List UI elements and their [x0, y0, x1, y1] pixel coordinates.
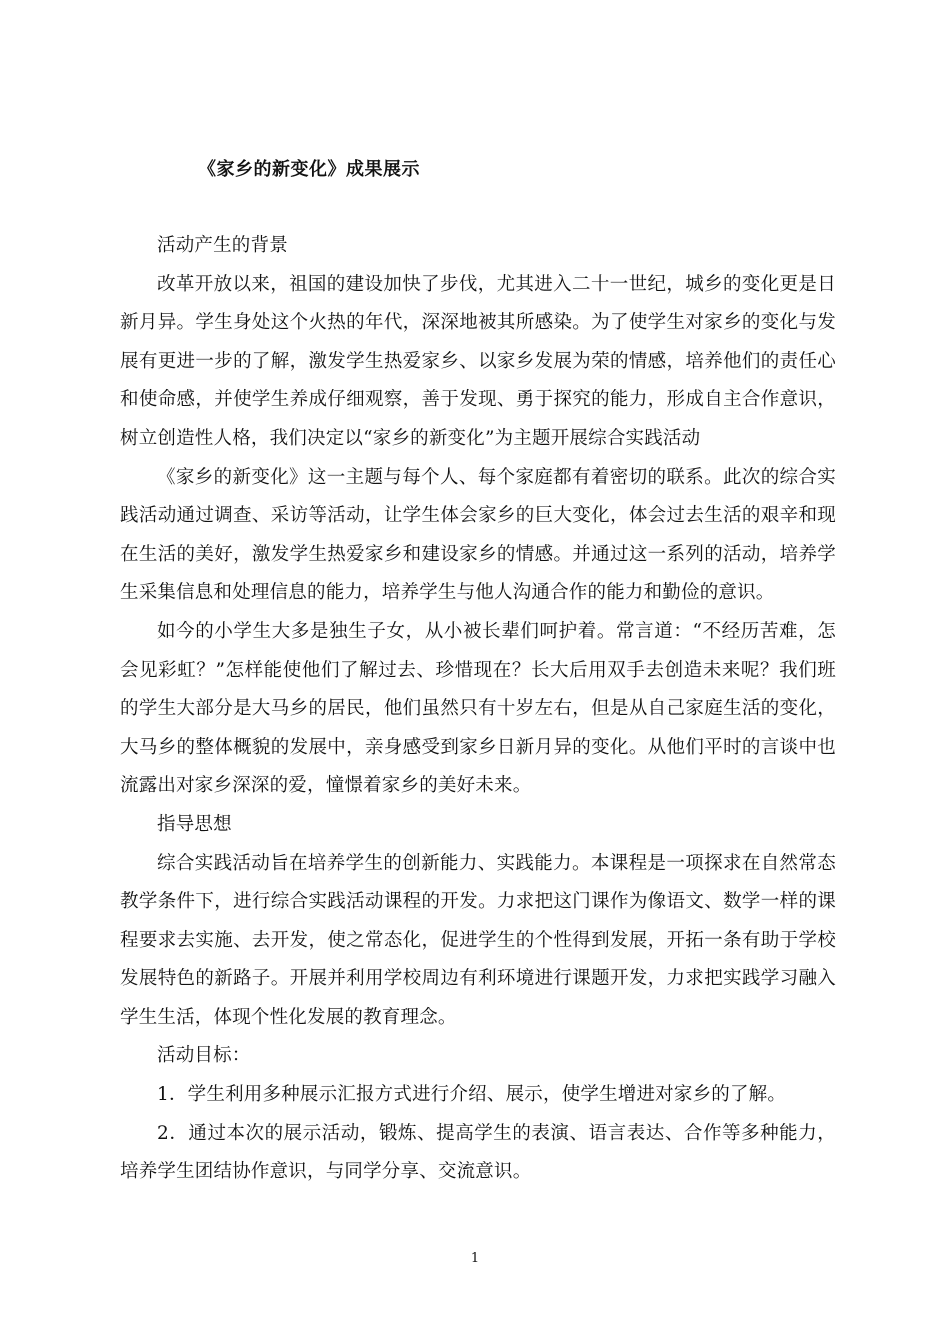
- paragraph-guiding-ideas: 综合实践活动旨在培养学生的创新能力、实践能力。本课程是一项探求在自然常态教学条件下，进行综合实践活动课程的开发。力求把这门课作为像语文、数学一样的课程要求去实施、去开发，使之常态化，促进学生的个性得到发展，开拓一条有助于学校发展特色的新路子。开展并利用学校周边有利环境进行课题开发，力求把实践学习融入学生生活，体现个性化发展的教育理念。: [120, 852, 836, 1028]
- document-title: 《家乡的新变化》成果展示: [198, 159, 420, 180]
- paragraph-theme-description: 《家乡的新变化》这一主题与每个人、每个家庭都有着密切的联系。此次的综合实践活动通过调查、采访等活动，让学生体会家乡的巨大变化，体会过去生活的艰辛和现在生活的美好，激发学生热爱家乡和建设家乡的情感。并通过这一系列的活动，培养学生采集信息和处理信息的能力，培养学生与他人沟通合作的能力和勤俭的意识。: [120, 466, 836, 604]
- section-heading-background: 活动产生的背景: [157, 235, 288, 256]
- goal-item-2: 2．通过本次的展示活动，锻炼、提高学生的表演、语言表达、合作等多种能力，培养学生团结协作意识，与同学分享、交流意识。: [120, 1122, 836, 1183]
- page-number: 1: [470, 1251, 480, 1266]
- section-heading-activity-goals: 活动目标：: [157, 1045, 251, 1067]
- paragraph-background-intro: 改革开放以来，祖国的建设加快了步伐，尤其进入二十一世纪，城乡的变化更是日新月异。学生身处这个火热的年代，深深地被其所感染。为了使学生对家乡的变化与发展有更进一步的了解，激发学生热爱家乡、以家乡发展为荣的情感，培养他们的责任心和使命感，并使学生养成仔细观察，善于发现、勇于探究的能力，形成自主合作意识，树立创造性人格，我们决定以“家乡的新变化”为主题开展综合实践活动: [120, 273, 836, 449]
- paragraph-students-situation: 如今的小学生大多是独生子女，从小被长辈们呵护着。常言道：“不经历苦难，怎会见彩虹？”怎样能使他们了解过去、珍惜现在？长大后用双手去创造未来呢？我们班的学生大部分是大马乡的居民，他们虽然只有十岁左右，但是从自己家庭生活的变化，大马乡的整体概貌的发展中，亲身感受到家乡日新月异的变化。从他们平时的言谈中也流露出对家乡深深的爱，憧憬着家乡的美好未来。: [120, 620, 836, 797]
- document-body: [120, 227, 836, 1192]
- goal-item-1: 1．学生利用多种展示汇报方式进行介绍、展示，使学生增进对家乡的了解。: [157, 1084, 787, 1106]
- section-heading-guiding-ideas: 指导思想: [157, 813, 232, 835]
